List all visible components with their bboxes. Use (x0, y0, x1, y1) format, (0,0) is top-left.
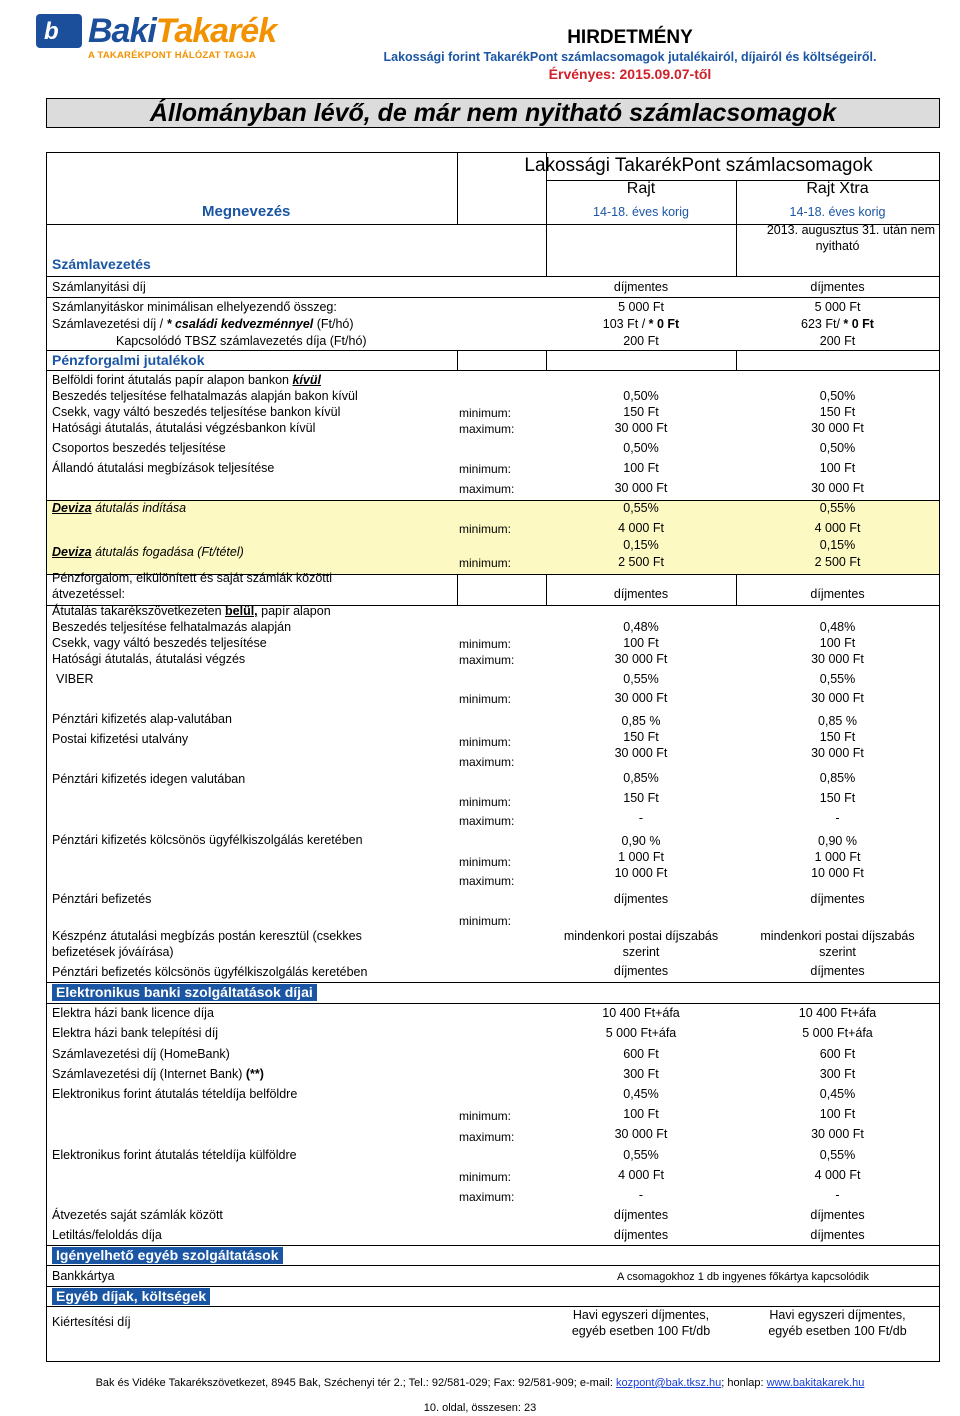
rajt-value: szerint (622, 945, 660, 959)
minimum-label: minimum: (459, 556, 512, 570)
rajtxtra-value: díjmentes (810, 280, 865, 294)
divider (736, 350, 737, 370)
rajt-value: 30 000 Ft (614, 691, 668, 705)
rajt-value: 0,50% (623, 389, 659, 403)
minimum-label: minimum: (459, 406, 512, 420)
rajt-value: díjmentes (613, 1208, 669, 1222)
rajt-value: 5 000 Ft (618, 300, 664, 314)
rajtxtra-value: 0,50% (819, 441, 856, 455)
rajtxtra-value: 200 Ft (819, 334, 856, 348)
divider (457, 350, 458, 370)
divider (736, 180, 737, 277)
row-label: Kiértesítési díj (52, 1315, 131, 1329)
rajt-value: - (638, 811, 644, 825)
divider (46, 370, 940, 371)
rajtxtra-value: díjmentes (810, 964, 865, 978)
rajtxtra-value: 5 000 Ft+áfa (802, 1026, 873, 1040)
rajtxtra-value: - (835, 811, 840, 825)
rajtxtra-value: 600 Ft (819, 1047, 856, 1061)
rajtxtra-value: 0,45% (819, 1087, 856, 1101)
rajt-value: 0,85% (623, 771, 659, 785)
row-label: Bankkártya (52, 1269, 115, 1283)
divider (46, 297, 940, 298)
rajt-value: 4 000 Ft (618, 521, 664, 535)
rajt-value: 103 Ft / * 0 Ft (602, 317, 680, 331)
rajtxtra-value: díjmentes (810, 587, 865, 601)
bankkartya-value: A csomagokhoz 1 db ingyenes főkártya kapcsolódik (617, 1271, 869, 1283)
rajtxtra-value: egyéb esetben 100 Ft/db (768, 1324, 907, 1338)
row-label: Csekk, vagy váltó beszedés teljesítése bankon kívül (52, 405, 341, 419)
rajt-value: - (638, 1188, 644, 1202)
rajtxtra-value: 0,50% (819, 389, 856, 403)
maximum-label: maximum: (459, 1130, 515, 1144)
logo-tagline: A TAKARÉKPONT HÁLÓZAT TAGJA (88, 50, 257, 61)
row-label: Számlanyitáskor minimálisan elhelyezendő összeg: (52, 300, 337, 314)
maximum-label: maximum: (459, 653, 515, 667)
section-egyeb: Egyéb díjak, költségek (52, 1288, 210, 1305)
rajtxtra-value: 1 000 Ft (814, 850, 861, 864)
row-label: Átvezetés saját számlák között (52, 1208, 223, 1222)
row-label: Hatósági átutalás, átutalási végzés (52, 652, 246, 666)
minimum-label: minimum: (459, 735, 512, 749)
rajt-value: 30 000 Ft (614, 421, 668, 435)
divider (46, 1003, 940, 1004)
rajtxtra-value: 100 Ft (819, 636, 856, 650)
row-label: Elektronikus forint átutalás tételdíja külföldre (52, 1148, 297, 1162)
rajt-value: 1 000 Ft (618, 850, 664, 864)
row-label: Beszedés teljesítése felhatalmazás alapján (52, 620, 292, 634)
row-label: VIBER (56, 672, 94, 686)
row-label: Átutalás takarékszövetkezeten belül, papír alapon (52, 604, 331, 618)
divider (46, 1245, 940, 1246)
rajtxtra-value: 4 000 Ft (814, 1168, 861, 1182)
divider (546, 350, 547, 370)
row-label: Hatósági átutalás, átutalási végzésbankon kívül (52, 421, 316, 435)
rajtxtra-value: - (835, 1188, 840, 1202)
rajt-value: 5 000 Ft+áfa (605, 1026, 677, 1040)
rajtxtra-value: 10 000 Ft (811, 866, 864, 880)
page-banner: Állományban lévő, de már nem nyitható számlacsomagok (46, 98, 940, 128)
row-label: Beszedés teljesítése felhatalmazás alapján bakon kívül (52, 389, 358, 403)
row-label: Csekk, vagy váltó beszedés teljesítése (52, 636, 267, 650)
row-label: Pénztári kifizetés kölcsönös ügyfélkiszolgálás keretében (52, 833, 363, 847)
minimum-label: minimum: (459, 914, 512, 928)
rajt-value: 2 500 Ft (618, 555, 664, 569)
row-label: Kapcsolódó TBSZ számlavezetés díja (Ft/hó) (116, 334, 367, 348)
minimum-label: minimum: (459, 1170, 512, 1184)
divider (46, 1265, 940, 1266)
rajt-value: 0,50% (623, 441, 659, 455)
row-label: Pénzforgalom, elkülönített és saját számlák közötti (52, 571, 332, 585)
rajt-value: díjmentes (613, 1228, 669, 1242)
col-rajtxtra-note: 2013. augusztus 31. után nem (766, 223, 935, 237)
rajtxtra-value: 10 400 Ft+áfa (798, 1006, 877, 1020)
section-igenyelheto: Igényelhető egyéb szolgáltatások (52, 1247, 283, 1264)
rajtxtra-value: 4 000 Ft (814, 521, 861, 535)
divider (46, 1306, 940, 1307)
rajt-value: 10 400 Ft+áfa (602, 1006, 680, 1020)
minimum-label: minimum: (459, 462, 512, 476)
minimum-label: minimum: (459, 795, 512, 809)
rajt-value: 150 Ft (623, 791, 659, 805)
bakitakarek-logo (36, 12, 277, 64)
rajtxtra-value: 100 Ft (819, 461, 856, 475)
rajtxtra-value: 0,55% (819, 672, 856, 686)
rajt-value: 150 Ft (623, 405, 659, 419)
rajt-value: 0,15% (623, 538, 659, 552)
divider (46, 1286, 940, 1287)
rajt-value: 30 000 Ft (614, 746, 668, 760)
rajtxtra-value: 623 Ft/ * 0 Ft (801, 317, 874, 331)
row-label: Elektra házi bank telepítési díj (52, 1026, 219, 1040)
row-label: Pénztári kifizetés alap-valutában (52, 712, 232, 726)
rajt-value: 0,55% (623, 1148, 659, 1162)
name-column-label: Megnevezés (202, 203, 291, 220)
rajtxtra-value: 30 000 Ft (811, 746, 864, 760)
rajt-value: 300 Ft (623, 1067, 659, 1081)
row-label: Postai kifizetési utalvány (52, 732, 189, 746)
rajt-value: díjmentes (613, 892, 669, 906)
rajt-value: 30 000 Ft (614, 652, 668, 666)
row-label: Számlavezetési díj (HomeBank) (52, 1047, 230, 1061)
validity-date: Érvényes: 2015.09.07-től (548, 66, 712, 82)
row-label: Pénztári befizetés kölcsönös ügyfélkiszolgálás keretében (52, 965, 368, 979)
rajtxtra-value: 100 Ft (819, 1107, 856, 1121)
rajtxtra-value: díjmentes (810, 892, 865, 906)
footer-contact: Bak és Vidéke Takarékszövetkezet, 8945 Bak, Széchenyi tér 2.; Tel.: 92/581-029; Fax: 92/581-909; e-mail: kozpont@bak.tksz.hu; honlap: www.bakitakarek.hu (95, 1377, 865, 1389)
rajt-value: 0,45% (623, 1087, 659, 1101)
minimum-label: minimum: (459, 1109, 512, 1123)
rajt-value: 4 000 Ft (618, 1168, 664, 1182)
rajtxtra-value: 0,90 % (818, 834, 857, 848)
rajtxtra-value: 150 Ft (819, 730, 856, 744)
rajtxtra-value: díjmentes (810, 1208, 865, 1222)
rajtxtra-value: 30 000 Ft (811, 421, 864, 435)
rajt-value: 0,48% (623, 620, 659, 634)
rajt-value: díjmentes (613, 964, 669, 978)
row-label: Deviza átutalás indítása (52, 501, 187, 515)
rajt-value: 100 Ft (623, 1107, 659, 1121)
minimum-label: minimum: (459, 522, 512, 536)
rajt-value: mindenkori postai díjszabás (563, 929, 719, 943)
rajt-value: 150 Ft (623, 730, 659, 744)
rajtxtra-value: 150 Ft (819, 405, 856, 419)
rajtxtra-value: 0,55% (819, 1148, 856, 1162)
col-rajtxtra-age: 14-18. éves korig (789, 205, 886, 219)
rajtxtra-value: 30 000 Ft (811, 652, 864, 666)
maximum-label: maximum: (459, 814, 515, 828)
row-label: Számlanyitási díj (52, 280, 146, 294)
maximum-label: maximum: (459, 874, 515, 888)
rajt-value: 30 000 Ft (614, 1127, 668, 1141)
maximum-label: maximum: (459, 755, 515, 769)
section-penzforgalmi: Pénzforgalmi jutalékok (52, 352, 205, 368)
minimum-label: minimum: (459, 637, 512, 651)
rajt-value: 10 000 Ft (614, 866, 668, 880)
rajtxtra-value: 0,85% (819, 771, 856, 785)
rajt-value: 30 000 Ft (614, 481, 668, 495)
col-rajt-title: Rajt (626, 180, 656, 197)
col-rajt-age: 14-18. éves korig (593, 205, 689, 219)
rajt-value: 0,85 % (621, 714, 661, 728)
rajtxtra-value: 0,15% (819, 538, 856, 552)
rajt-value: díjmentes (613, 280, 669, 294)
row-label: Számlavezetési díj / * családi kedvezménnyel (Ft/hó) (52, 317, 354, 331)
maximum-label: maximum: (459, 482, 515, 496)
rajtxtra-value: szerint (819, 945, 856, 959)
document-subtitle: Lakossági forint TakarékPont számlacsomagok jutalékairól, díjairól és költségeiről. (383, 50, 877, 64)
rajt-value: 200 Ft (623, 334, 659, 348)
rajtxtra-value: 5 000 Ft (814, 300, 861, 314)
rajtxtra-value: 30 000 Ft (811, 691, 864, 705)
row-label: Elektra házi bank licence díja (52, 1006, 214, 1020)
logo-wordmark: BakiTakarék (88, 12, 277, 50)
minimum-label: minimum: (459, 692, 512, 706)
rajtxtra-value: 0,48% (819, 620, 856, 634)
rajtxtra-value: 0,85 % (818, 714, 857, 728)
rajtxtra-value: Havi egyszeri díjmentes, (769, 1308, 906, 1322)
row-label: befizetések jóváírása) (52, 945, 174, 959)
rajt-value: 100 Ft (623, 636, 659, 650)
rajtxtra-value: 2 500 Ft (814, 555, 861, 569)
rajtxtra-value: 30 000 Ft (811, 1127, 864, 1141)
rajt-value: Havi egyszeri díjmentes, (572, 1308, 710, 1322)
rajtxtra-value: 0,55% (819, 501, 856, 515)
row-label: Pénztári kifizetés idegen valutában (52, 772, 246, 786)
minimum-label: minimum: (459, 855, 512, 869)
divider (46, 350, 940, 351)
rajtxtra-value: 150 Ft (819, 791, 856, 805)
row-label: Állandó átutalási megbízások teljesítése (52, 461, 275, 475)
rajtxtra-value: 30 000 Ft (811, 481, 864, 495)
row-label: Készpénz átutalási megbízás postán keresztül (csekkes (52, 929, 362, 943)
row-label: Pénztári befizetés (52, 892, 152, 906)
rajt-value: 600 Ft (623, 1047, 659, 1061)
row-label: Számlavezetési díj (Internet Bank) (**) (52, 1067, 264, 1081)
table-group-title: Lakossági TakarékPont számlacsomagok (524, 155, 873, 176)
row-label: Csoportos beszedés teljesítése (52, 441, 226, 455)
rajt-value: díjmentes (613, 587, 669, 601)
rajt-value: egyéb esetben 100 Ft/db (571, 1324, 711, 1338)
homepage-link[interactable]: www.bakitakarek.hu (766, 1377, 865, 1389)
row-label: Belföldi forint átutalás papír alapon bankon kívül (52, 373, 321, 387)
email-link[interactable]: kozpont@bak.tksz.hu (615, 1377, 722, 1389)
row-label: Letiltás/feloldás díja (52, 1228, 162, 1242)
rajtxtra-value: mindenkori postai díjszabás (760, 929, 915, 943)
divider (736, 574, 737, 605)
section-szamlavezetes: Számlavezetés (52, 256, 151, 272)
divider (46, 982, 940, 983)
row-label: Deviza átutalás fogadása (Ft/tétel) (52, 545, 244, 559)
rajtxtra-value: díjmentes (810, 1228, 865, 1242)
rajt-value: 100 Ft (623, 461, 659, 475)
logo-mark-icon: b (36, 14, 82, 48)
maximum-label: maximum: (459, 1190, 515, 1204)
row-label: Elektronikus forint átutalás tételdíja belföldre (52, 1087, 298, 1101)
page-number: 10. oldal, összesen: 23 (423, 1402, 537, 1414)
col-rajtxtra-note: nyitható (815, 239, 860, 253)
maximum-label: maximum: (459, 422, 515, 436)
rajt-value: 0,90 % (621, 834, 661, 848)
section-elektronikus: Elektronikus banki szolgáltatások díjai (52, 984, 317, 1001)
rajtxtra-value: 300 Ft (819, 1067, 856, 1081)
row-label: átvezetéssel: (52, 587, 125, 601)
divider (46, 276, 940, 277)
rajt-value: 0,55% (623, 672, 659, 686)
divider (457, 574, 458, 605)
rajt-value: 0,55% (623, 501, 659, 515)
document-title: HIRDETMÉNY (567, 27, 693, 48)
col-rajtxtra-title: Rajt Xtra (806, 180, 869, 197)
